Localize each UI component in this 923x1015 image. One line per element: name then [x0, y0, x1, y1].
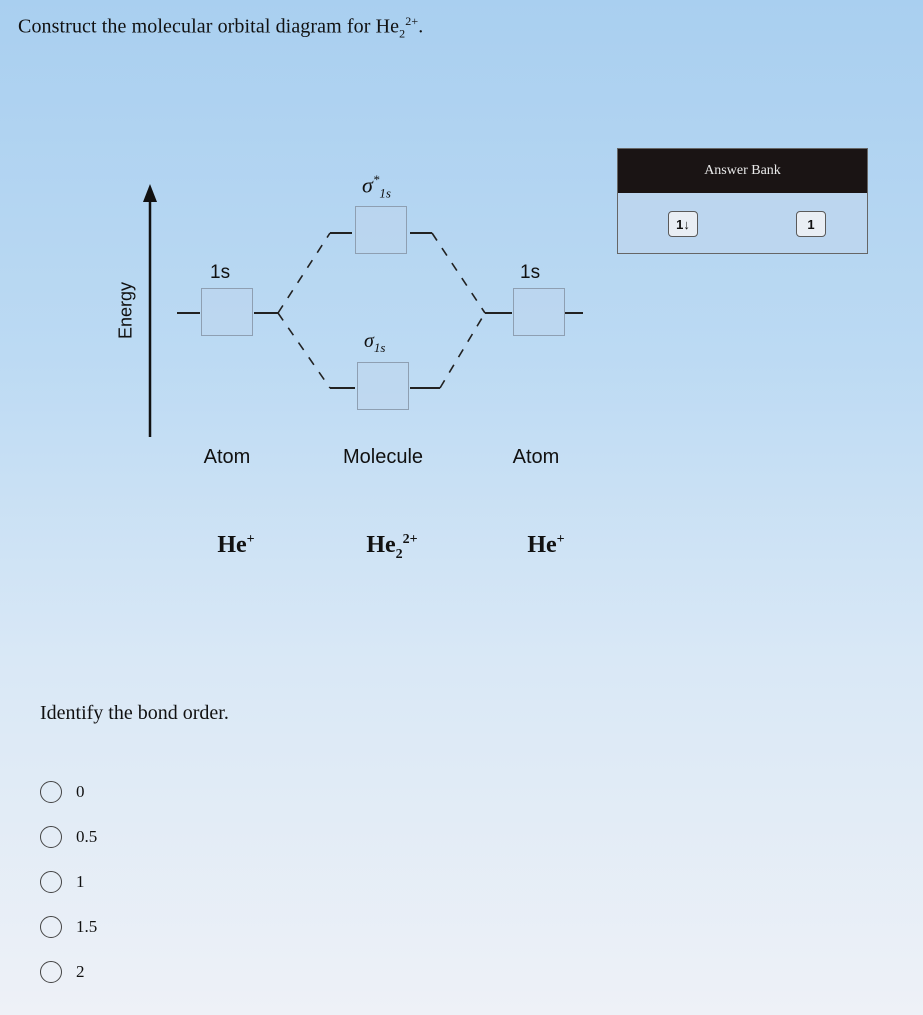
sigma-star-label — [362, 172, 391, 202]
energy-axis-label: Energy — [115, 281, 136, 340]
bond-order-option-2[interactable] — [40, 961, 85, 983]
species-left-sup: + — [246, 532, 255, 547]
bond-order-option-0[interactable] — [40, 781, 85, 803]
option-label: 0.5 — [76, 827, 98, 846]
column-label-molecule: Molecule — [342, 446, 424, 468]
answer-bank — [617, 148, 868, 254]
radio-button[interactable] — [40, 916, 62, 938]
bond-order-option-1-5[interactable] — [40, 916, 97, 938]
species-molecule — [332, 532, 452, 563]
corr-line-right-down — [440, 313, 485, 388]
sigma-symbol: σ — [364, 330, 374, 352]
corr-line-left-down — [278, 313, 330, 388]
species-left — [176, 532, 296, 559]
option-label: 2 — [76, 962, 85, 981]
sigma-star-star: * — [372, 172, 380, 187]
species-right — [486, 532, 606, 559]
option-label: 0 — [76, 782, 85, 801]
left-atom-orbital-label: 1s — [210, 262, 231, 283]
species-left-base: He — [217, 532, 247, 558]
question-prefix: Construct the molecular orbital diagram for He — [18, 15, 400, 38]
species-right-sup: + — [556, 532, 565, 547]
column-label-atom-left: Atom — [203, 446, 251, 468]
left-atom-1s-box[interactable] — [201, 288, 253, 336]
bond-order-option-1[interactable] — [40, 871, 85, 893]
energy-axis-arrowhead — [143, 184, 157, 202]
sigma-sub: 1s — [373, 340, 386, 355]
corr-line-right-up — [432, 233, 485, 313]
species-mid-sub: 2 — [395, 546, 403, 562]
right-atom-1s-box[interactable] — [513, 288, 565, 336]
sigma-1s-box[interactable] — [357, 362, 409, 410]
chip-paired-electrons[interactable]: 1↓ — [668, 211, 698, 237]
right-atom-orbital-label: 1s — [520, 262, 541, 283]
answer-bank-title: Answer Bank — [618, 149, 867, 193]
option-label: 1.5 — [76, 917, 98, 936]
species-right-base: He — [527, 532, 557, 558]
species-mid-sup: 2+ — [402, 532, 418, 547]
corr-line-left-up — [278, 233, 330, 313]
option-label: 1 — [76, 872, 85, 891]
question-sub: 2 — [399, 26, 406, 41]
species-mid-base: He — [366, 532, 396, 558]
radio-button[interactable] — [40, 781, 62, 803]
chip-single-electron[interactable]: 1 — [796, 211, 826, 237]
sigma-star-symbol: σ — [362, 172, 373, 198]
radio-button[interactable] — [40, 871, 62, 893]
bond-order-prompt: Identify the bond order. — [40, 702, 229, 724]
bond-order-option-0-5[interactable] — [40, 826, 97, 848]
question-sup: 2+ — [405, 14, 419, 28]
sigma-star-sub: 1s — [379, 185, 391, 201]
radio-button[interactable] — [40, 961, 62, 983]
radio-button[interactable] — [40, 826, 62, 848]
sigma-label — [364, 330, 385, 356]
sigma-star-1s-box[interactable] — [355, 206, 407, 254]
question-suffix: . — [418, 15, 424, 38]
column-label-atom-right: Atom — [512, 446, 560, 468]
